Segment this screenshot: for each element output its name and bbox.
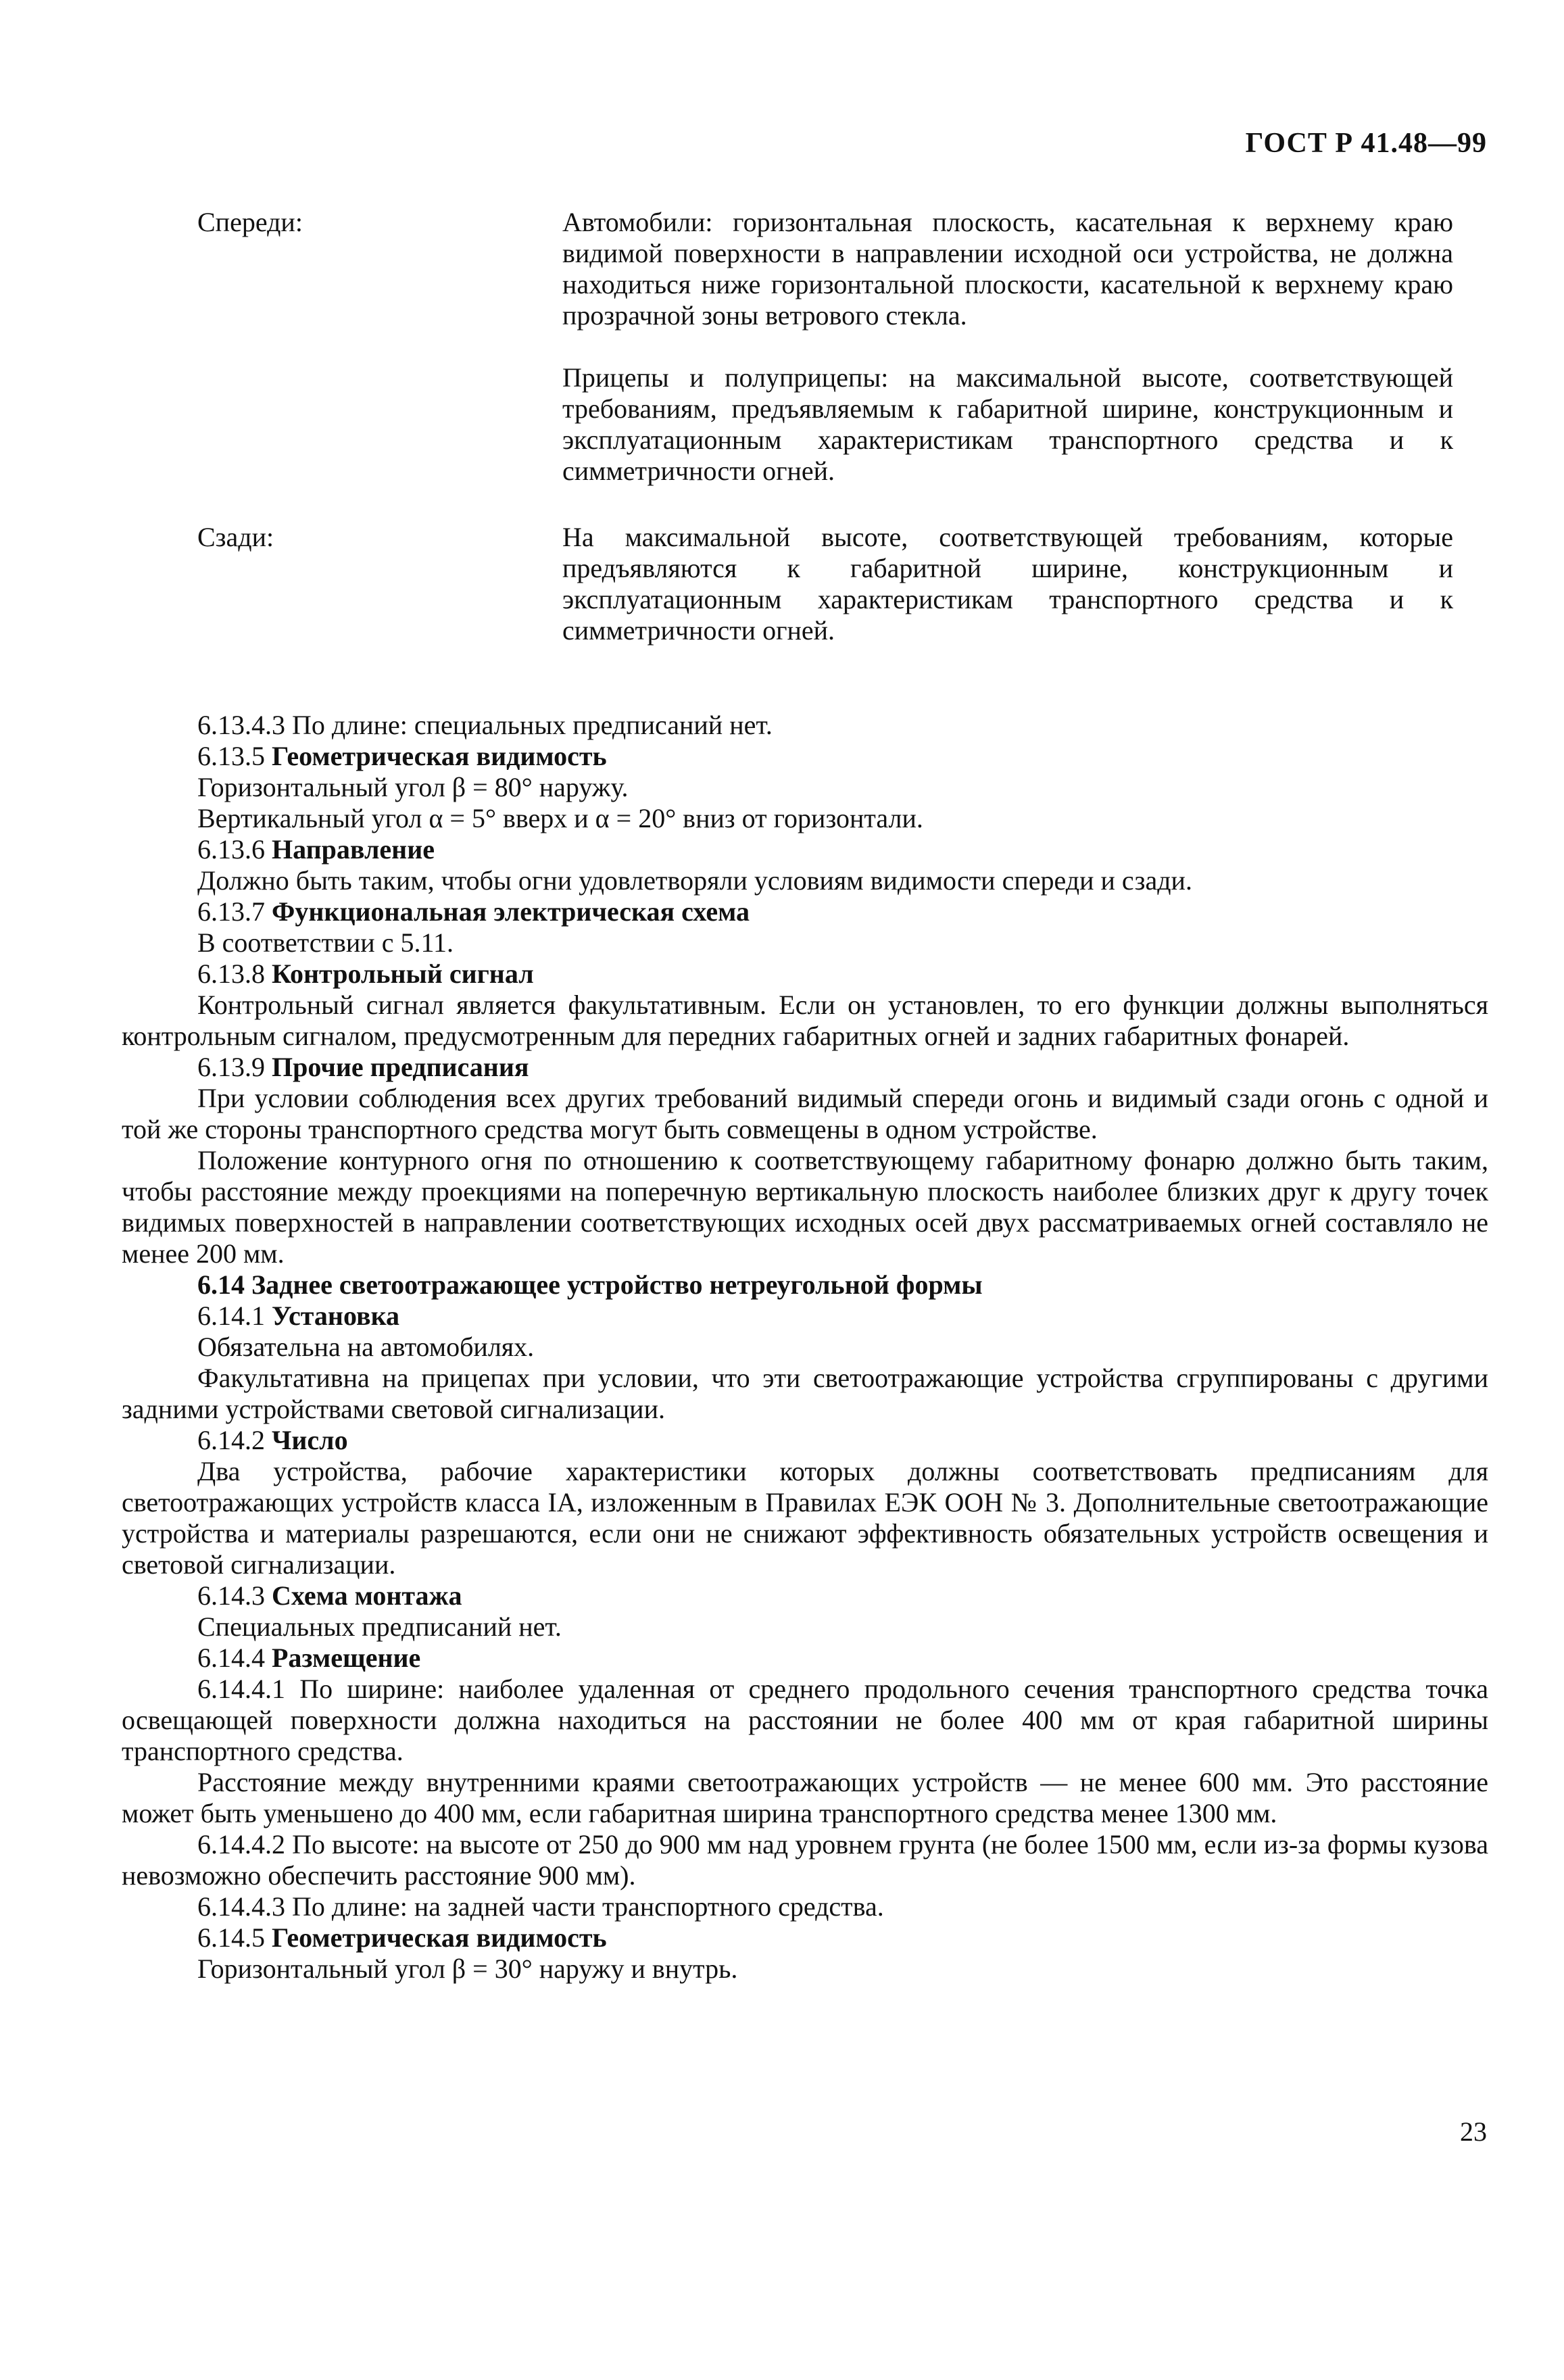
section-title: Геометрическая видимость — [272, 741, 607, 771]
paragraph: Должно быть таким, чтобы огни удовлетворяли условиям видимости спереди и сзади. — [197, 865, 1192, 896]
paragraph: Факультативна на прицепах при условии, что эти светоотражающие устройства сгруппированы с другими задними устройствами световой сигнализации. — [122, 1363, 1488, 1424]
section-heading — [122, 1580, 1488, 1611]
section-heading — [122, 1301, 1488, 1332]
section-heading — [122, 1643, 1488, 1674]
section-heading — [122, 958, 1488, 990]
page-number: 23 — [1460, 2116, 1487, 2147]
section-number: 6.14.2 — [197, 1425, 265, 1455]
section-title: Геометрическая видимость — [272, 1922, 607, 1953]
section-number: 6.13.8 — [197, 958, 265, 989]
paragraph: Горизонтальный угол β = 80° наружу. — [197, 772, 629, 802]
section-number: 6.13.6 — [197, 834, 265, 865]
paragraph: Специальных предписаний нет. — [197, 1611, 562, 1642]
document-body — [122, 710, 1488, 1985]
section-title: Число — [272, 1425, 348, 1455]
paragraph: Горизонтальный угол β = 30° наружу и внутрь. — [197, 1953, 738, 1984]
section-number: 6.14.5 — [197, 1922, 265, 1953]
section-number: 6.14.3 — [197, 1580, 265, 1611]
section-heading — [122, 1922, 1488, 1953]
section-title: Схема монтажа — [272, 1580, 462, 1611]
paragraph: При условии соблюдения всех других требований видимый спереди огонь и видимый сзади огонь с одной и той же стороны транспортного средства могут быть совмещены в одном устройстве. — [122, 1083, 1488, 1144]
paragraph: 6.14.4.1 По ширине: наиболее удаленная от среднего продольного сечения транспортного средства точка освещающей поверхности должна находиться на расстоянии не более 400 мм от края габаритной ширины транспортного средства. — [122, 1674, 1488, 1766]
section-heading — [122, 896, 1488, 927]
section-title: Размещение — [272, 1643, 421, 1673]
section-title: Установка — [272, 1301, 400, 1331]
section-title: Функциональная электрическая схема — [272, 896, 750, 927]
paragraph: Контрольный сигнал является факультативным. Если он установлен, то его функции должны выполняться контрольным сигналом, предусмотренным для передних габаритных огней и задних габаритных фонарей. — [122, 990, 1488, 1051]
paragraph: Расстояние между внутренними краями светоотражающих устройств — не менее 600 мм. Это расстояние может быть уменьшено до 400 мм, если габаритная ширина транспортного средства менее 1300 мм. — [122, 1767, 1488, 1828]
rear-paragraph: На максимальной высоте, соответствующей требованиям, которые предъявляются к габаритной ширине, конструкционным и эксплуатационным характеристикам транспортного средства и к симметричности огней. — [562, 522, 1453, 646]
section-number: 6.13.5 — [197, 741, 265, 771]
paragraph: Два устройства, рабочие характеристики которых должны соответствовать предписаниям для светоотражающих устройств класса IA, изложенным в Правилах ЕЭК ООН № 3. Дополнительные светоотражающие устройства и материалы разрешаются, если они не снижают эффективность обязательных устройств освещения и световой сигнализации. — [122, 1456, 1488, 1580]
section-title: Контрольный сигнал — [272, 958, 534, 989]
section-heading-main: 6.14 Заднее светоотражающее устройство нетреугольной формы — [197, 1269, 983, 1300]
paragraph: Вертикальный угол α = 5° вверх и α = 20° вниз от горизонтали. — [197, 803, 923, 833]
paragraph: 6.14.4.2 По высоте: на высоте от 250 до 900 мм над уровнем грунта (не более 1500 мм, если из-за формы кузова невозможно обеспечить расстояние 900 мм). — [122, 1829, 1488, 1891]
section-heading — [122, 741, 1488, 772]
document-code-header: ГОСТ Р 41.48—99 — [1245, 128, 1487, 159]
front-label: Спереди: — [197, 207, 303, 237]
rear-label: Сзади: — [197, 522, 274, 552]
section-number: 6.13.9 — [197, 1052, 265, 1082]
paragraph: 6.14.4.3 По длине: на задней части транспортного средства. — [197, 1891, 884, 1922]
section-number: 6.14.1 — [197, 1301, 265, 1331]
section-heading — [122, 1052, 1488, 1083]
section-heading — [122, 1425, 1488, 1456]
paragraph: 6.13.4.3 По длине: специальных предписаний нет. — [197, 710, 773, 740]
section-title: Прочие предписания — [272, 1052, 529, 1082]
section-heading — [122, 834, 1488, 865]
paragraph: Положение контурного огня по отношению к соответствующему габаритному фонарю должно быть таким, чтобы расстояние между проекциями на поперечную вертикальную плоскость наиболее близких друг к другу точек видимых поверхностей в направлении соответствующих исходных осей двух рассматриваемых огней составляло не менее 200 мм. — [122, 1145, 1488, 1269]
section-number: 6.13.7 — [197, 896, 265, 927]
section-title: Направление — [272, 834, 435, 865]
paragraph: В соответствии с 5.11. — [197, 927, 454, 958]
section-number: 6.14.4 — [197, 1643, 265, 1673]
paragraph: Обязательна на автомобилях. — [197, 1332, 535, 1362]
front-trailers-paragraph: Прицепы и полуприцепы: на максимальной высоте, соответствующей требованиям, предъявляемым к габаритной ширине, конструкционным и эксплуатационным характеристикам транспортного средства и к симметричности огней. — [562, 362, 1453, 486]
front-vehicles-paragraph: Автомобили: горизонтальная плоскость, касательная к верхнему краю видимой поверхности в направлении исходной оси устройства, не должна находиться ниже горизонтальной плоскости, касательной к верхнему краю прозрачной зоны ветрового стекла. — [562, 207, 1453, 331]
